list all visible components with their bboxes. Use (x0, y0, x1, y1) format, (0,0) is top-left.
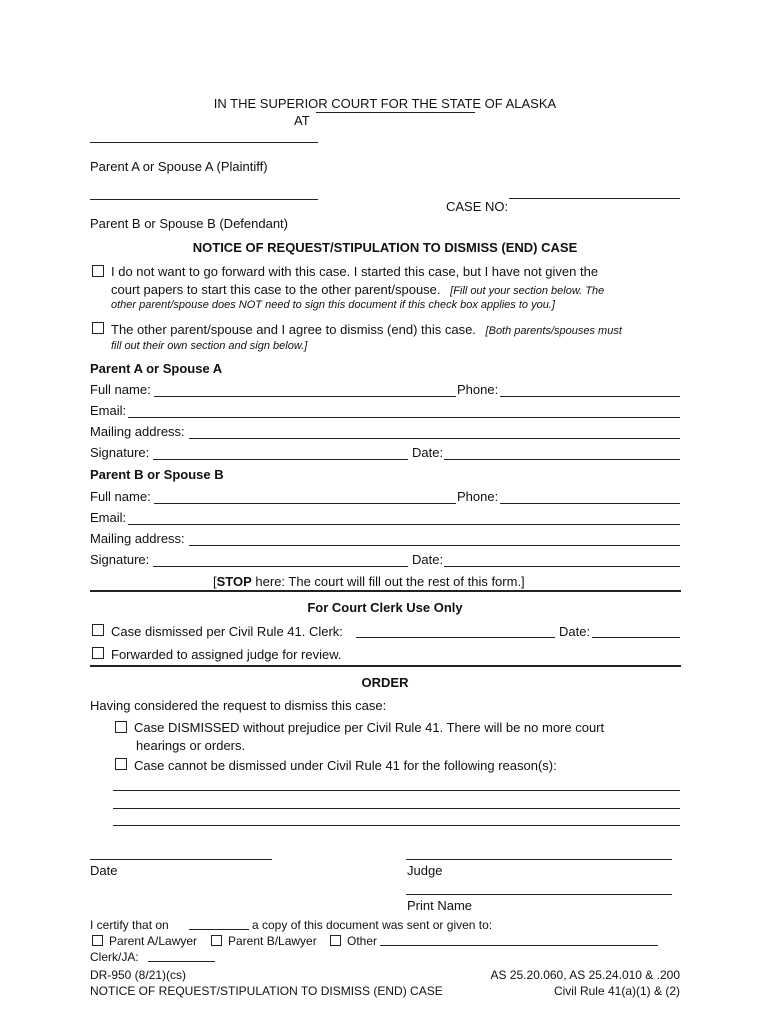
option-2-text (111, 322, 622, 337)
reason-line-2[interactable] (113, 808, 680, 809)
court-heading: IN THE SUPERIOR COURT FOR THE STATE OF ALASKA (213, 96, 557, 111)
a-full-name-label: Full name: (90, 382, 151, 397)
option-2-note: [Both parents/spouses must (485, 325, 622, 337)
stop-word: STOP (216, 574, 252, 589)
a-full-name-field[interactable] (154, 396, 456, 397)
b-signature-label: Signature: (90, 552, 150, 567)
stop-notice (213, 574, 525, 589)
b-email-label: Email: (90, 510, 127, 525)
option-2-note-line2: fill out their own section and sign below.] (111, 340, 308, 352)
at-location-field[interactable] (316, 112, 475, 113)
case-number-field[interactable] (509, 198, 680, 199)
form-number: DR-950 (8/21)(cs) (90, 968, 187, 982)
parent-a-heading: Parent A or Spouse A (90, 361, 223, 376)
b-full-name-label: Full name: (90, 489, 151, 504)
reason-line-1[interactable] (113, 790, 680, 791)
parent-a-name-field[interactable] (90, 142, 318, 143)
clerk-ja-field[interactable] (148, 961, 215, 962)
b-full-name-field[interactable] (154, 503, 456, 504)
certify-text-1: I certify that on (90, 918, 169, 932)
print-name-field[interactable] (406, 894, 672, 895)
b-date-field[interactable] (444, 566, 680, 567)
order-option-2: Case cannot be dismissed under Civil Rule 41 for the following reason(s): (134, 758, 557, 773)
clerk-divider (90, 665, 681, 667)
a-signature-label: Signature: (90, 445, 150, 460)
b-date-label: Date: (412, 552, 444, 567)
a-signature-field[interactable] (153, 459, 408, 460)
b-mailing-field[interactable] (189, 545, 680, 546)
form-title: NOTICE OF REQUEST/STIPULATION TO DISMISS (END) CASE (192, 240, 578, 255)
a-phone-field[interactable] (500, 396, 680, 397)
certify-other-label: Other (347, 934, 378, 948)
certify-date-field[interactable] (189, 929, 249, 930)
order-option-1-line2: hearings or orders. (136, 738, 246, 753)
clerk-heading: For Court Clerk Use Only (307, 600, 463, 615)
b-email-field[interactable] (128, 524, 680, 525)
a-phone-label: Phone: (457, 382, 499, 397)
order-intro: Having considered the request to dismiss this case: (90, 698, 387, 713)
certify-parent-b-checkbox[interactable] (211, 935, 222, 946)
b-phone-field[interactable] (500, 503, 680, 504)
certify-text-2: a copy of this document was sent or given to: (252, 918, 493, 932)
print-name-label: Print Name (407, 898, 473, 913)
at-label: AT (294, 113, 310, 128)
dismissed-without-prejudice-checkbox[interactable] (115, 721, 127, 733)
a-email-field[interactable] (128, 417, 680, 418)
certify-other-checkbox[interactable] (330, 935, 341, 946)
certify-other-field[interactable] (380, 945, 658, 946)
order-date-label: Date (90, 863, 118, 878)
certify-parent-b-label: Parent B/Lawyer (228, 934, 317, 948)
order-heading: ORDER (361, 675, 409, 690)
agree-dismiss-checkbox[interactable] (92, 322, 104, 334)
judge-label: Judge (407, 863, 443, 878)
clerk-name-field[interactable] (356, 637, 555, 638)
judge-signature-field[interactable] (406, 859, 672, 860)
footer-rule: Civil Rule 41(a)(1) & (2) (553, 984, 680, 998)
case-dismissed-checkbox[interactable] (92, 624, 104, 636)
footer-statutes: AS 25.20.060, AS 25.24.010 & .200 (490, 968, 680, 982)
case-number-label: CASE NO: (446, 199, 509, 214)
clerk-date-label: Date: (559, 624, 591, 639)
a-email-label: Email: (90, 403, 127, 418)
forwarded-checkbox[interactable] (92, 647, 104, 659)
certify-parent-a-label: Parent A/Lawyer (109, 934, 198, 948)
stop-divider (90, 590, 681, 592)
parent-b-caption: Parent B or Spouse B (Defendant) (90, 216, 289, 231)
stop-rest: here: The court will fill out the rest of this form.] (251, 574, 525, 589)
a-mailing-label: Mailing address: (90, 424, 185, 439)
option-1-text: I do not want to go forward with this case. I started this case, but I have not given the (111, 264, 599, 279)
option-1-note-line2: other parent/spouse does NOT need to sign this document if this check box applies to you.] (111, 299, 555, 311)
forwarded-label: Forwarded to assigned judge for review. (111, 647, 342, 662)
case-dismissed-label: Case dismissed per Civil Rule 41. Clerk: (111, 624, 343, 639)
a-date-label: Date: (412, 445, 444, 460)
not-go-forward-checkbox[interactable] (92, 265, 104, 277)
parent-b-name-field[interactable] (90, 199, 318, 200)
clerk-date-field[interactable] (592, 637, 680, 638)
b-signature-field[interactable] (153, 566, 408, 567)
parent-a-caption: Parent A or Spouse A (Plaintiff) (90, 159, 268, 174)
cannot-dismiss-checkbox[interactable] (115, 758, 127, 770)
option-1-main: court papers to start this case to the other parent/spouse. (111, 282, 441, 297)
option-1-text-line2 (111, 282, 604, 297)
clerk-ja-label: Clerk/JA: (90, 950, 139, 964)
a-date-field[interactable] (444, 459, 680, 460)
option-1-note: [Fill out your section below. The (450, 285, 605, 297)
reason-line-3[interactable] (113, 825, 680, 826)
b-mailing-label: Mailing address: (90, 531, 185, 546)
footer-form-title: NOTICE OF REQUEST/STIPULATION TO DISMISS (END) CASE (90, 984, 443, 998)
certify-parent-a-checkbox[interactable] (92, 935, 103, 946)
order-option-1: Case DISMISSED without prejudice per Civil Rule 41. There will be no more court (134, 720, 605, 735)
stop-bracket: [ (213, 574, 217, 589)
order-date-field[interactable] (90, 859, 272, 860)
option-2-main: The other parent/spouse and I agree to dismiss (end) this case. (111, 322, 476, 337)
parent-b-heading: Parent B or Spouse B (90, 467, 224, 482)
a-mailing-field[interactable] (189, 438, 680, 439)
b-phone-label: Phone: (457, 489, 499, 504)
